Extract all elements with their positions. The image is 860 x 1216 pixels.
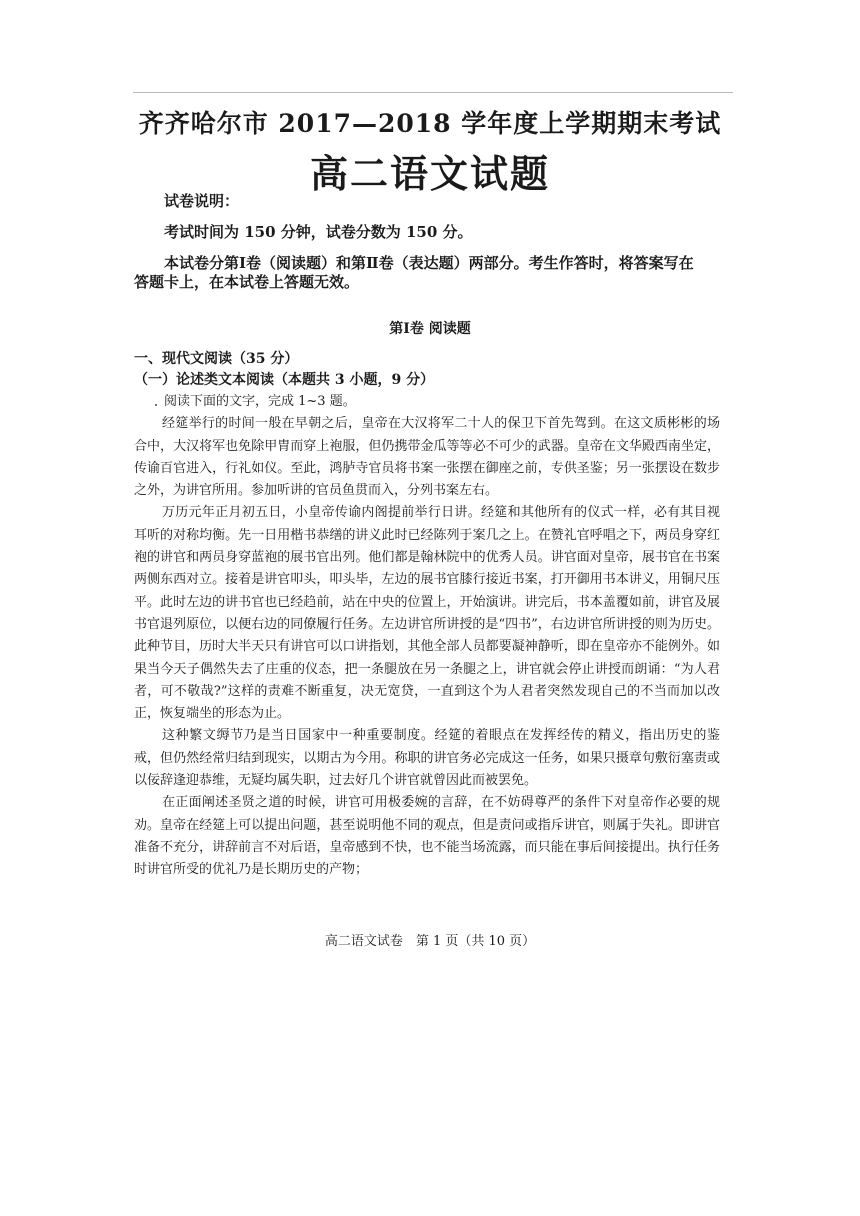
instructions-time: 考试时间为 150 分钟，试卷分数为 150 分。 [164,223,473,241]
exam-title: 齐齐哈尔市 2017—2018 学年度上学期期末考试 [138,109,722,138]
part1-heading: 一、现代文阅读（35 分） [134,351,299,367]
top-divider [133,92,733,93]
instructions-continued [134,270,690,295]
passage-paragraph-2: 万历元年正月初五日，小皇帝传谕内阁提前举行日讲。经筵和其他所有的仪式一样，必有其目视耳听的对称均衡。先一日用楷书恭缮的讲义此时已经陈列于案几之上。在赞礼官呼唱之下，两员身穿红袍的讲官和两员身穿蓝袍的展书官出列。他们都是翰林院中的优秀人员。讲官面对皇帝，展书官在书案两侧东西对立。接着是讲官叩头，叩头毕，左边的展书官膝行接近书案，打开御用书本讲义，用铜尺压平。此时左边的讲书官也已经趋前，站在中央的位置上，开始演讲。讲完后，书本盖覆如前，讲官及展书官退列原位，以便右边的同僚履行任务。左边讲官所讲授的是“四书”，右边讲官所讲授的则为历史。此种节目，历时大半天只有讲官可以口讲指划，其他全部人员都要凝神静听，即在皇帝亦不能例外。如果当今天子偶然失去了庄重的仪态，把一条腿放在另一条腿之上，讲官就会停止讲授而朗诵：“为人君者，可不敬哉?”这样的责难不断重复，决无宽贷，一直到这个为人君者突然发现自己的不当而加以改正，恢复端坐的形态为止。 [134,505,720,722]
instructions-block [164,189,720,276]
instructions-structure: 本试卷分第Ⅰ卷（阅读题）和第Ⅱ卷（表达题）两部分。考生作答时，将答案写在 [164,254,694,272]
section-heading: 第Ⅰ卷 阅读题 [389,321,471,337]
part1-subheading: （一）论述类文本阅读（本题共 3 小题，9 分） [134,372,435,388]
part-headings [134,349,690,391]
reading-passage [134,391,720,882]
page-footer: 高二语文试卷 第 1 页（共 10 页） [324,934,536,949]
exam-subject-title: 高二语文试题 [309,151,550,196]
instructions-structure-cont: 答题卡上，在本试卷上答题无效。 [134,273,360,291]
instructions-label: 试卷说明： [164,192,240,210]
passage-paragraph-1: 经筵举行的时间一般在早朝之后，皇帝在大汉将军二十人的保卫下首先驾到。在这文质彬彬的场合中，大汉将军也免除甲胄而穿上袍服，但仍携带金瓜等等必不可少的武器。皇帝在文华殿西南坐定，传谕百官进入，行礼如仪。至此，鸿胪寺官员将书案一张摆在御座之前，专供圣鉴；另一张摆设在数步之外，为讲官所用。参加听讲的官员鱼贯而入，分列书案左右。 [134,416,720,499]
passage-paragraph-4: 在正面阐述圣贤之道的时候，讲官可用极委婉的言辞，在不妨碍尊严的条件下对皇帝作必要的规劝。皇帝在经筵上可以提出问题，甚至说明他不同的观点，但是责问或指斥讲官，则属于失礼。即讲官准备不充分，讲辞前言不对后语，皇帝感到不快，也不能当场流露，而只能在事后间接提出。执行任务时讲官所受的优礼乃是长期历史的产物； [134,795,720,878]
reading-prompt: 阅读下面的文字，完成 1~3 题。 [164,394,356,409]
passage-paragraph-3: 这种繁文缛节乃是当日国家中一种重要制度。经筵的着眼点在发挥经传的精义，指出历史的鉴戒，但仍然经常归结到现实，以期古为今用。称职的讲官务必完成这一任务，如果只摄章句敷衍塞责或以佞辞逢迎恭维，无疑均属失职，过去好几个讲官就曾因此而被罢免。 [134,728,720,789]
